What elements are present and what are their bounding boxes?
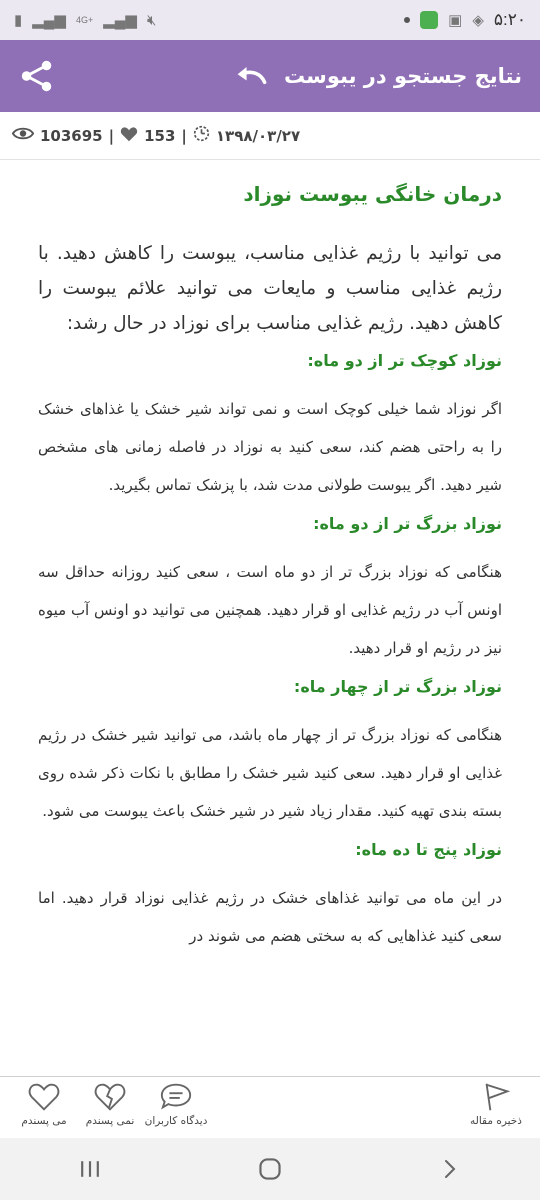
views-count: 103695 bbox=[40, 126, 103, 145]
app-title-wrap bbox=[234, 62, 522, 90]
section-text: اگر نوزاد شما خیلی کوچک است و نمی تواند شیر خشک یا غذاهای خشک را به راحتی هضم کند، سعی کنید به نوزاد در فاصله زمانی های مشخص شیر دهید. اگر یبوست طولانی مدت شد، با پزشک تماس بگیرید. bbox=[38, 400, 502, 494]
publish-date: ۱۳۹۸/۰۳/۲۷ bbox=[215, 126, 301, 145]
section-text: هنگامی که نوزاد بزرگ تر از دو ماه است ، سعی کنید روزانه حداقل سه اونس آب در رژیم غذایی او قرار دهید. همچنین می توانید دو اونس آب میوه نیز در رژیم او قرار دهید. bbox=[38, 563, 502, 657]
clock: ۵:۲۰ bbox=[493, 10, 526, 29]
separator: | bbox=[181, 126, 187, 145]
section-heading: نوزاد کوچک تر از دو ماه: bbox=[307, 351, 502, 370]
article-meta-row bbox=[0, 112, 540, 160]
app-bar bbox=[0, 40, 540, 112]
notification-dot-icon bbox=[404, 17, 410, 23]
separator: | bbox=[108, 126, 115, 145]
status-left bbox=[14, 11, 156, 29]
section-heading: نوزاد پنج تا ده ماه: bbox=[355, 840, 502, 859]
section-heading: نوزاد بزرگ تر از چهار ماه: bbox=[293, 677, 502, 696]
comments-label: دیدگاه کاربران bbox=[144, 1115, 208, 1127]
stack-icon: ◈ bbox=[472, 12, 484, 29]
battery-icon: ▮ bbox=[14, 12, 23, 29]
section-heading: نوزاد بزرگ تر از دو ماه: bbox=[313, 514, 502, 533]
back-arrow-icon[interactable] bbox=[234, 62, 270, 90]
network-type: 4G+ bbox=[75, 14, 94, 25]
clock-icon bbox=[193, 125, 210, 146]
comments-button[interactable] bbox=[146, 1081, 206, 1127]
heart-outline-icon bbox=[27, 1081, 61, 1113]
signal-icon: ▂▄▆ bbox=[32, 12, 66, 29]
dislike-label: نمی پسندم bbox=[85, 1115, 135, 1127]
save-article-button[interactable] bbox=[466, 1081, 526, 1127]
save-label: ذخیره مقاله bbox=[470, 1115, 522, 1127]
dislike-button[interactable] bbox=[80, 1081, 140, 1127]
image-icon: ▣ bbox=[448, 12, 463, 29]
app-notification-icon bbox=[420, 11, 438, 29]
mute-icon: 🔇︎ bbox=[146, 11, 157, 29]
status-bar bbox=[0, 0, 540, 40]
article-heading: درمان خانگی یبوست نوزاد bbox=[243, 182, 502, 206]
flag-icon bbox=[479, 1081, 513, 1113]
eye-icon bbox=[12, 126, 34, 145]
back-button[interactable] bbox=[420, 1149, 480, 1189]
share-icon[interactable] bbox=[18, 57, 56, 95]
home-button[interactable] bbox=[240, 1149, 300, 1189]
section-text: در این ماه می توانید غذاهای خشک در رژیم غذایی نوزاد قرار دهید. اما سعی کنید غذاهایی که به سختی هضم می شوند در bbox=[38, 889, 502, 945]
recent-apps-button[interactable] bbox=[60, 1149, 120, 1189]
article-intro: می توانید با رژیم غذایی مناسب، یبوست را کاهش دهید. با رژیم غذایی مناسب و مایعات می توانید علائم یبوست را کاهش دهید. رژیم غذایی مناسب برای نوزاد در حال رشد: bbox=[38, 243, 502, 334]
recent-apps-icon bbox=[77, 1158, 103, 1180]
article-action-bar bbox=[0, 1076, 540, 1138]
status-right bbox=[404, 10, 526, 30]
comment-icon bbox=[159, 1081, 193, 1113]
chevron-right-icon bbox=[438, 1157, 462, 1181]
section-text: هنگامی که نوزاد بزرگ تر از چهار ماه باشد، می توانید شیر خشک در رژیم غذایی او قرار دهید. سعی کنید شیر خشک را مطابق با نکات ذکر شده روی بسته بندی تهیه کنید. مقدار زیاد شیر در شیر خشک باعث یبوست می شود. bbox=[38, 726, 502, 820]
reaction-actions bbox=[14, 1081, 206, 1127]
signal-icon-2: ▂▄▆ bbox=[103, 12, 137, 29]
broken-heart-icon bbox=[93, 1081, 127, 1113]
home-icon bbox=[257, 1156, 283, 1182]
system-nav-bar bbox=[0, 1138, 540, 1200]
likes-count: 153 bbox=[144, 126, 176, 145]
page-title: نتایج جستجو در یبوست bbox=[283, 64, 522, 88]
article-body bbox=[0, 160, 540, 1076]
like-button[interactable] bbox=[14, 1081, 74, 1127]
heart-icon bbox=[120, 126, 138, 146]
like-label: می پسندم bbox=[21, 1115, 67, 1127]
